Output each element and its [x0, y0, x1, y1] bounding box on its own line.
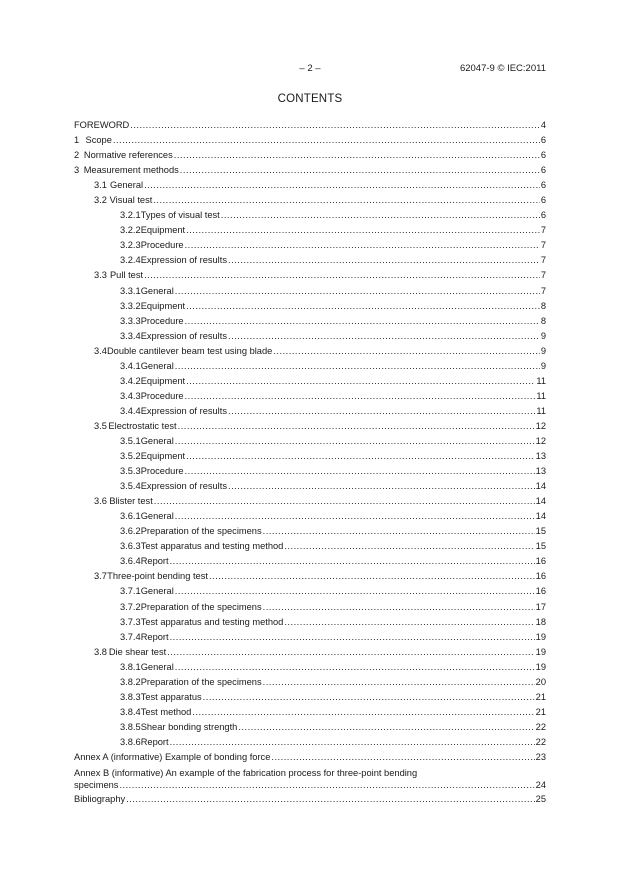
toc-entry-title: Expression of results — [140, 405, 227, 416]
toc-entry-page: 7 — [540, 270, 546, 281]
dot-leader — [284, 615, 534, 630]
toc-entry-number: 3.3.4 — [120, 330, 141, 341]
dot-leader — [263, 524, 535, 539]
toc-entry-page: 23 — [535, 751, 546, 762]
dot-leader — [170, 630, 535, 645]
dot-leader — [130, 118, 540, 133]
toc-entry-page: 8 — [540, 315, 546, 326]
toc-entry-number: 3 — [74, 165, 80, 176]
toc-entry-page: 7 — [540, 255, 546, 266]
toc-entry-number: 3.6.2 — [120, 526, 141, 537]
contents-title: CONTENTS — [277, 93, 343, 105]
toc-entry-page: 4 — [540, 120, 546, 130]
dot-leader — [175, 509, 535, 524]
toc-entry-number: 3.2.3 — [120, 240, 141, 251]
toc-entry-title: Expression of results — [140, 481, 227, 492]
toc-entry-number: 3.8 — [94, 646, 107, 657]
toc-entry-title: General — [140, 360, 174, 371]
toc-entry-number: 3.7.3 — [120, 616, 141, 627]
toc-entry-title: Report — [140, 631, 169, 642]
toc-entry-page: 8 — [540, 300, 546, 311]
toc-entry-number: 3.8.5 — [120, 721, 141, 732]
toc-entry-page: 14 — [535, 511, 546, 522]
toc-entry[interactable] — [74, 765, 546, 792]
page-number: – 2 – — [299, 63, 321, 74]
toc-entry-title: Equipment — [140, 300, 186, 311]
dot-leader — [153, 193, 539, 208]
dot-leader — [144, 178, 540, 193]
toc-entry-number: 3.1 — [94, 180, 107, 191]
document-reference: 62047-9 © IEC:2011 — [459, 63, 546, 74]
dot-leader — [284, 539, 534, 554]
toc-entry[interactable] — [74, 615, 546, 630]
toc-entry-page: 24 — [535, 780, 546, 791]
toc-entry-title: Types of visual test — [140, 210, 220, 221]
toc-entry[interactable] — [74, 494, 546, 509]
toc-entry-number: 3.5.4 — [120, 481, 141, 492]
toc-entry-title: Test apparatus — [140, 691, 202, 702]
toc-entry-number: 3.2.4 — [120, 255, 141, 266]
dot-leader — [174, 148, 540, 163]
dot-leader — [185, 389, 536, 404]
toc-entry-page: 6 — [540, 210, 546, 221]
toc-entry-title: General — [109, 180, 144, 191]
toc-entry[interactable] — [74, 524, 546, 539]
toc-entry-title: Pull test — [109, 270, 144, 281]
toc-entry-number: 3.4 — [94, 345, 107, 356]
toc-entry[interactable] — [74, 690, 546, 705]
toc-entry[interactable] — [74, 374, 546, 389]
toc-entry-title: Preparation of the specimens — [140, 676, 262, 687]
toc-entry-page: 11 — [536, 375, 546, 386]
toc-entry-title: Measurement methods — [83, 165, 179, 176]
toc-entry-title-continued: specimens — [74, 780, 119, 791]
toc-entry[interactable] — [74, 208, 546, 223]
toc-entry[interactable] — [74, 238, 546, 253]
toc-entry[interactable] — [74, 675, 546, 690]
toc-entry[interactable] — [74, 554, 546, 569]
toc-entry-title: Report — [140, 736, 169, 747]
dot-leader — [273, 344, 540, 359]
toc-entry-page: 9 — [540, 330, 546, 341]
toc-entry-page: 6 — [540, 195, 546, 206]
toc-entry-title: Test apparatus and testing method — [140, 616, 284, 627]
toc-entry-page: 6 — [540, 150, 546, 161]
toc-entry-number: 3.6.1 — [120, 511, 141, 522]
toc-entry[interactable] — [74, 630, 546, 645]
dot-leader — [185, 464, 535, 479]
dot-leader — [113, 133, 540, 148]
toc-entry[interactable] — [74, 223, 546, 238]
toc-entry[interactable] — [74, 509, 546, 524]
dot-leader — [192, 705, 534, 720]
dot-leader — [185, 314, 540, 329]
toc-entry-number: 3.6.3 — [120, 541, 141, 552]
dot-leader — [263, 600, 535, 615]
toc-entry-title: Die shear test — [108, 646, 167, 657]
toc-entry-title: Procedure — [140, 315, 184, 326]
toc-entry-title: Equipment — [140, 451, 186, 462]
toc-entry-title: General — [140, 435, 174, 446]
toc-entry-number: 3.8.1 — [120, 661, 141, 672]
toc-entry-title: Scope — [85, 135, 112, 146]
table-of-contents — [74, 118, 546, 807]
dot-leader — [175, 284, 540, 299]
dot-leader — [180, 163, 540, 178]
dot-leader — [175, 359, 540, 374]
toc-entry[interactable] — [74, 569, 546, 584]
dot-leader — [228, 253, 540, 268]
toc-entry-page: 14 — [535, 481, 546, 492]
toc-entry-page: 20 — [535, 676, 546, 687]
toc-entry-title: General — [140, 661, 174, 672]
toc-entry-number: 3.4.2 — [120, 375, 141, 386]
toc-entry-number: 3.3.2 — [120, 300, 141, 311]
dot-leader — [228, 329, 540, 344]
toc-entry-title: Test apparatus and testing method — [140, 541, 284, 552]
toc-entry-number: 3.7 — [94, 571, 107, 582]
dot-leader — [271, 750, 534, 765]
toc-entry-title: Procedure — [140, 240, 184, 251]
dot-leader — [178, 419, 535, 434]
toc-entry-page: 13 — [535, 451, 546, 462]
toc-entry[interactable] — [74, 133, 546, 148]
toc-entry-number: 3.8.3 — [120, 691, 141, 702]
toc-entry-number: 2 — [74, 150, 80, 161]
dot-leader — [170, 735, 535, 750]
toc-entry-title: Preparation of the specimens — [140, 526, 262, 537]
toc-entry[interactable] — [74, 792, 546, 807]
toc-entry[interactable] — [74, 344, 546, 359]
toc-entry[interactable] — [74, 268, 546, 283]
toc-entry[interactable] — [74, 645, 546, 660]
toc-entry-title: General — [140, 511, 174, 522]
dot-leader — [119, 779, 534, 791]
toc-entry[interactable] — [74, 163, 546, 178]
toc-entry-number: 3.3 — [94, 270, 107, 281]
toc-entry-number: 3.3.3 — [120, 315, 141, 326]
toc-entry-page: 6 — [540, 135, 546, 146]
dot-leader — [154, 494, 535, 509]
toc-entry-title: Expression of results — [140, 330, 227, 341]
dot-leader — [238, 720, 534, 735]
toc-entry[interactable] — [74, 449, 546, 464]
toc-entry-page: 7 — [540, 240, 546, 251]
toc-entry-page: 16 — [535, 586, 546, 597]
toc-entry-number: 3.7.2 — [120, 601, 141, 612]
toc-entry-number: 1 — [74, 135, 80, 146]
toc-entry-page: 6 — [540, 165, 546, 176]
toc-entry-number: 3.7.1 — [120, 586, 141, 597]
toc-entry[interactable] — [74, 600, 546, 615]
toc-entry-title: Equipment — [140, 375, 186, 386]
toc-entry-page: 19 — [535, 661, 546, 672]
toc-entry-page: 6 — [540, 180, 546, 191]
toc-entry-page: 21 — [535, 706, 546, 717]
toc-entry-page: 25 — [535, 794, 546, 805]
toc-entry-number: 3.3.1 — [120, 285, 141, 296]
toc-entry[interactable] — [74, 193, 546, 208]
dot-leader — [167, 645, 534, 660]
toc-entry[interactable] — [74, 705, 546, 720]
toc-entry-page: 9 — [540, 360, 546, 371]
toc-entry-title: Three-point bending test — [107, 571, 208, 582]
toc-entry[interactable] — [74, 750, 546, 765]
toc-entry-number: 3.5.1 — [120, 435, 141, 446]
toc-entry[interactable] — [74, 434, 546, 449]
toc-entry-title: Procedure — [140, 466, 184, 477]
dot-leader — [209, 569, 535, 584]
toc-entry[interactable] — [74, 404, 546, 419]
dot-leader — [186, 223, 540, 238]
toc-entry-title: FOREWORD — [74, 120, 130, 130]
toc-entry-title: General — [140, 586, 174, 597]
dot-leader — [175, 660, 535, 675]
dot-leader — [263, 675, 535, 690]
toc-entry-page: 22 — [535, 736, 546, 747]
toc-entry-number: 3.4.3 — [120, 390, 141, 401]
toc-entry-page: 16 — [535, 571, 546, 582]
dot-leader — [203, 690, 535, 705]
toc-entry-page: 18 — [535, 616, 546, 627]
dot-leader — [170, 554, 535, 569]
toc-entry-page: 12 — [535, 435, 546, 446]
toc-entry-number: 3.4.1 — [120, 360, 141, 371]
toc-entry-page: 19 — [535, 631, 546, 642]
toc-entry-page: 7 — [540, 285, 546, 296]
toc-entry-page: 16 — [535, 556, 546, 567]
toc-entry[interactable] — [74, 359, 546, 374]
toc-entry-page: 17 — [535, 601, 546, 612]
toc-entry[interactable] — [74, 720, 546, 735]
toc-entry-page: 19 — [535, 646, 546, 657]
dot-leader — [228, 404, 535, 419]
dot-leader — [186, 299, 540, 314]
toc-entry-page: 11 — [536, 405, 546, 416]
toc-entry-number: 3.2.1 — [120, 210, 141, 221]
toc-entry-number: 3.8.6 — [120, 736, 141, 747]
toc-entry-page: 9 — [540, 345, 546, 356]
toc-entry[interactable] — [74, 389, 546, 404]
toc-entry[interactable] — [74, 479, 546, 494]
toc-entry-page: 21 — [535, 691, 546, 702]
dot-leader — [144, 268, 540, 283]
toc-entry[interactable] — [74, 539, 546, 554]
toc-entry-page: 15 — [535, 526, 546, 537]
toc-entry-page: 11 — [536, 390, 546, 401]
dot-leader — [186, 374, 535, 389]
dot-leader — [175, 584, 535, 599]
toc-entry-number: 3.7.4 — [120, 631, 141, 642]
toc-entry-number: 3.4.4 — [120, 405, 141, 416]
toc-entry-page: 15 — [535, 541, 546, 552]
toc-entry-number: 3.2 — [94, 195, 107, 206]
toc-entry-number: 3.2.2 — [120, 225, 141, 236]
toc-entry-title: Test method — [140, 706, 192, 717]
toc-entry[interactable] — [74, 314, 546, 329]
toc-entry-page: 13 — [535, 466, 546, 477]
dot-leader — [175, 434, 535, 449]
toc-entry-page: 7 — [540, 225, 546, 236]
toc-entry-title: Blister test — [109, 496, 153, 507]
toc-entry-page: 22 — [535, 721, 546, 732]
toc-entry[interactable] — [74, 178, 546, 193]
toc-entry[interactable] — [74, 118, 546, 133]
dot-leader — [186, 449, 535, 464]
toc-entry-page: 14 — [535, 496, 546, 507]
toc-entry[interactable] — [74, 464, 546, 479]
toc-entry-title: Annex A (informative) Example of bonding force — [74, 751, 271, 762]
toc-entry-title: General — [140, 285, 174, 296]
toc-entry[interactable] — [74, 735, 546, 750]
toc-entry-title: Expression of results — [140, 255, 227, 266]
toc-entry[interactable] — [74, 253, 546, 268]
toc-entry-title: Double cantilever beam test using blade — [106, 345, 273, 356]
dot-leader — [185, 238, 540, 253]
toc-entry-title: Procedure — [140, 390, 184, 401]
toc-entry-page: 12 — [535, 420, 546, 431]
toc-entry[interactable] — [74, 329, 546, 344]
toc-entry[interactable] — [74, 284, 546, 299]
toc-entry-title: Visual test — [109, 195, 153, 206]
toc-entry-title: Bibliography — [74, 794, 126, 805]
toc-entry-title: Normative references — [83, 150, 173, 161]
toc-entry[interactable] — [74, 419, 546, 434]
toc-entry-number: 3.8.4 — [120, 706, 141, 717]
toc-entry[interactable] — [74, 148, 546, 163]
toc-entry-title: Equipment — [140, 225, 186, 236]
toc-entry-title: Report — [140, 556, 169, 567]
toc-entry-title: Preparation of the specimens — [140, 601, 262, 612]
toc-entry-number: 3.5.3 — [120, 466, 141, 477]
toc-entry-title: Annex B (informative) An example of the fabrication process for three-point bending — [74, 768, 418, 779]
dot-leader — [126, 792, 534, 807]
toc-entry-number: 3.6 — [94, 496, 107, 507]
toc-entry[interactable] — [74, 660, 546, 675]
toc-entry-number: 3.5.2 — [120, 451, 141, 462]
toc-entry[interactable] — [74, 299, 546, 314]
toc-entry-title: Electrostatic test — [108, 420, 177, 431]
toc-entry-number: 3.6.4 — [120, 556, 141, 567]
toc-entry-title: Shear bonding strength — [140, 721, 238, 732]
dot-leader — [221, 208, 540, 223]
toc-entry[interactable] — [74, 584, 546, 599]
toc-entry-number: 3.8.2 — [120, 676, 141, 687]
toc-entry-number: 3.5 — [94, 420, 107, 431]
dot-leader — [228, 479, 535, 494]
